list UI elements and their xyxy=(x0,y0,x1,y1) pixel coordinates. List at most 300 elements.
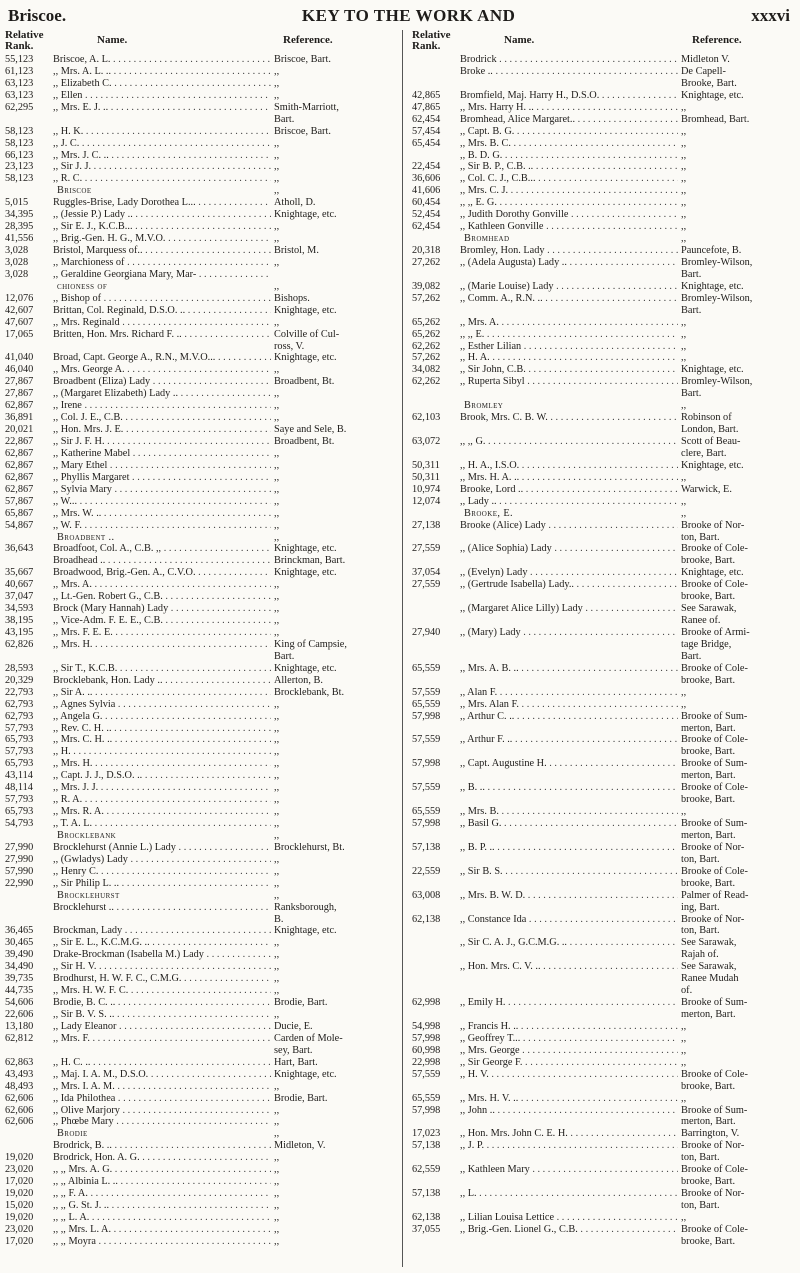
table-row xyxy=(412,293,795,305)
rank-cell: 27,990 xyxy=(5,841,34,853)
name-cell: ,, Kathleen Gonville . . xyxy=(460,221,678,233)
column-divider xyxy=(402,30,403,1267)
name-cell: ,, Phyllis Margaret . . xyxy=(53,472,271,484)
name-cell: ,, L. . . xyxy=(460,1188,678,1200)
rank-cell: 57,793 xyxy=(5,794,34,806)
reference-cell: brooke, Bart. xyxy=(681,1176,736,1188)
rank-cell xyxy=(412,150,460,162)
rank-cell: 34,395 xyxy=(5,209,34,221)
rank-cell: 65,559 xyxy=(412,806,441,818)
table-row xyxy=(412,806,795,818)
name-cell xyxy=(460,878,678,890)
reference-cell: Rajah of. xyxy=(681,949,719,961)
name-cell: ,, Mrs. A. B. .. . . xyxy=(460,663,678,675)
table-row xyxy=(412,961,795,973)
reference-cell: Brooke of Sum- xyxy=(681,758,748,770)
table-row xyxy=(5,496,390,508)
reference-cell xyxy=(271,269,390,281)
table-row xyxy=(5,711,390,723)
table-row xyxy=(412,400,795,412)
name-cell: ,, Comm. A., R.N. .. . . xyxy=(460,293,678,305)
name-cell: Brodhurst, H. W. F. C., C.M.G. . . xyxy=(53,973,271,985)
table-row xyxy=(412,675,795,687)
table-row xyxy=(412,723,795,735)
reference-cell: ,, xyxy=(274,889,280,901)
name-cell: ,, Judith Dorothy Gonville . . xyxy=(460,209,678,221)
reference-cell: brooke, Bart. xyxy=(681,555,736,567)
name-cell: ,, J. P. . . xyxy=(460,1140,678,1152)
reference-cell: of. xyxy=(681,985,693,997)
name-cell: ,, Maj. I. A. M., D.S.O. . . xyxy=(53,1069,271,1081)
table-row xyxy=(5,937,390,949)
name-cell: Broke .. . . xyxy=(460,66,678,78)
table-row xyxy=(412,866,795,878)
reference-cell: brooke, Bart. xyxy=(681,877,736,889)
table-row xyxy=(412,352,795,364)
name-cell xyxy=(460,448,678,460)
table-row xyxy=(412,1009,795,1021)
reference-cell: merton, Bart. xyxy=(681,722,736,734)
rank-cell: 22,606 xyxy=(5,1009,34,1020)
name-cell: ,, Elizabeth C. . . xyxy=(53,78,271,90)
name-cell: Brocklebank, Hon. Lady .. . . xyxy=(53,675,271,687)
left-entries xyxy=(5,54,390,1248)
table-row xyxy=(5,138,390,150)
reference-cell: ,, xyxy=(274,829,280,841)
reference-cell: Brooke of Nor- xyxy=(681,519,745,531)
reference-cell: Brooke of Cole- xyxy=(681,734,748,746)
name-cell: ,, H. V. . . xyxy=(460,1069,678,1081)
rank-cell: 34,593 xyxy=(5,603,34,615)
table-row xyxy=(412,460,795,472)
table-row xyxy=(5,185,390,197)
name-cell xyxy=(460,985,678,997)
reference-cell: Knightage, etc. xyxy=(681,459,744,471)
table-row xyxy=(412,66,795,78)
name-cell: ,, Mrs. George A. . . xyxy=(53,364,271,376)
name-cell: ,, Col. C. J., C.B... . . xyxy=(460,173,678,185)
reference-cell: Brooke of Sum- xyxy=(681,997,748,1009)
reference-cell: Knightage, etc. xyxy=(274,567,337,579)
table-row xyxy=(5,400,390,412)
name-cell: ,, Sir J. F. H. . . xyxy=(53,436,271,448)
name-cell: ,, Sylvia Mary . . xyxy=(53,484,271,496)
rank-cell xyxy=(412,651,460,663)
table-row xyxy=(5,209,390,221)
rank-cell xyxy=(412,1200,460,1212)
reference-cell: ,, xyxy=(274,1164,280,1176)
rank-cell: 62,826 xyxy=(5,638,34,650)
table-row xyxy=(412,221,795,233)
rank-cell: 23,020 xyxy=(5,1164,34,1176)
rank-cell: 22,793 xyxy=(5,686,34,698)
table-row xyxy=(412,663,795,675)
reference-cell: See Sarawak, xyxy=(681,603,737,615)
name-cell xyxy=(460,675,678,687)
rank-cell: 57,998 xyxy=(412,818,441,829)
table-row xyxy=(412,197,795,209)
table-row xyxy=(412,532,795,544)
rank-cell: 65,559 xyxy=(412,1092,441,1104)
table-row xyxy=(5,1212,390,1224)
table-row xyxy=(412,627,795,639)
table-row xyxy=(412,436,795,448)
reference-cell: Knightage, etc. xyxy=(274,543,337,555)
name-cell: Brockman, Lady . . xyxy=(53,925,271,937)
rank-cell xyxy=(412,794,460,806)
name-cell: ,, Vice-Adm. F. E. E., C.B. . . xyxy=(53,615,271,627)
name-cell: ,, ,, G. St. J. .. . . xyxy=(53,1200,271,1212)
name-cell: ,, Henry C. . . xyxy=(53,866,271,878)
reference-cell: ton, Bart. xyxy=(681,925,720,937)
name-cell xyxy=(460,854,678,866)
name-cell: Brodrick, B. .. . . xyxy=(53,1140,271,1152)
reference-cell: Allerton, B. xyxy=(274,674,323,686)
rank-heading: Relative Rank. xyxy=(5,29,44,52)
reference-cell: Scott of Beau- xyxy=(681,436,741,447)
name-cell xyxy=(460,1116,678,1128)
reference-cell: merton, Bart. xyxy=(681,770,736,782)
name-cell: ,, Mrs. F. E. E. . . xyxy=(53,627,271,639)
name-cell: ,, Geoffrey T... . . xyxy=(460,1033,678,1045)
table-row xyxy=(5,579,390,591)
reference-cell: ,, xyxy=(274,770,280,782)
reference-cell: ,, xyxy=(274,818,280,829)
name-cell xyxy=(460,902,678,914)
rank-cell: 34,490 xyxy=(5,961,34,973)
name-cell: Brocklehurst xyxy=(57,889,120,901)
name-cell: ,, Mrs. E. J. .. . . xyxy=(53,102,271,114)
table-row xyxy=(5,627,390,639)
name-cell: ,, (Marie Louise) Lady . . xyxy=(460,281,678,293)
rank-cell: 22,867 xyxy=(5,436,34,447)
reference-cell: Ranee of. xyxy=(681,615,721,627)
table-row xyxy=(5,532,390,544)
table-row xyxy=(5,567,390,579)
name-cell: ,, Sir B. V. S. .. . . xyxy=(53,1009,271,1021)
name-cell: ,, W. F. . . xyxy=(53,520,271,532)
reference-cell: Hart, Bart. xyxy=(274,1056,318,1068)
reference-cell: ,, xyxy=(274,531,280,543)
table-row xyxy=(5,675,390,687)
name-cell: ,, Irene . . xyxy=(53,400,271,412)
rank-cell: 3,028 xyxy=(5,256,29,268)
rank-cell xyxy=(5,1045,53,1057)
name-cell: ,, John .. . . xyxy=(460,1105,678,1117)
rank-cell: 62,138 xyxy=(412,1211,441,1223)
table-row xyxy=(5,520,390,532)
table-row xyxy=(5,615,390,627)
reference-cell: Knightage, etc. xyxy=(274,304,337,316)
name-cell xyxy=(460,591,678,603)
table-row xyxy=(412,925,795,937)
reference-cell: Bart. xyxy=(274,113,295,125)
rank-cell: 63,123 xyxy=(5,77,34,89)
name-cell: ,, Lt.-Gen. Robert G., C.B. . . xyxy=(53,591,271,603)
table-row xyxy=(5,245,390,257)
reference-cell: Brodie, Bart. xyxy=(274,997,328,1009)
reference-cell: ,, xyxy=(274,400,280,412)
reference-heading: Reference. xyxy=(692,34,742,46)
rank-cell: 65,262 xyxy=(412,316,441,328)
table-row xyxy=(412,687,795,699)
name-cell: ,, Sir Philip L. .. . . xyxy=(53,878,271,890)
reference-cell: ton, Bart. xyxy=(681,1200,720,1211)
reference-cell: Broadbent, Bt. xyxy=(274,436,335,447)
name-cell: ,, Mrs. W. .. . . xyxy=(53,508,271,520)
name-cell: ,, Mrs. B. W. D. . . xyxy=(460,890,678,902)
table-row xyxy=(412,484,795,496)
rank-cell xyxy=(5,185,53,197)
name-cell: Broadhead .. . . xyxy=(53,555,271,567)
reference-cell: brooke, Bart. xyxy=(681,746,736,758)
rank-cell xyxy=(412,388,460,400)
reference-cell: ,, xyxy=(274,459,280,471)
name-cell: ,, Olive Marjory . . xyxy=(53,1105,271,1117)
table-row xyxy=(412,591,795,603)
name-cell: ,, H. K. . . xyxy=(53,126,271,138)
table-row xyxy=(412,448,795,460)
name-cell: ,, Hon. Mrs. J. E. . . xyxy=(53,424,271,436)
table-row xyxy=(412,1116,795,1128)
name-cell: ,, ,, E. G. . . xyxy=(460,197,678,209)
table-row xyxy=(5,1200,390,1212)
name-cell: ,, Basil G. . . xyxy=(460,818,678,830)
reference-cell: ,, xyxy=(274,221,280,233)
name-cell xyxy=(460,794,678,806)
name-cell: Bromhead xyxy=(464,233,510,245)
name-cell: ,, Geraldine Georgiana Mary, Mar- . . xyxy=(53,269,271,281)
rank-cell: 27,990 xyxy=(5,853,34,865)
name-cell: ,, Alan F. . . xyxy=(460,687,678,699)
reference-cell: ,, xyxy=(274,1176,280,1188)
table-row xyxy=(412,305,795,317)
name-cell: ,, (Gertrude Isabella) Lady.. . . xyxy=(460,579,678,591)
name-cell: ,, (Evelyn) Lady . . xyxy=(460,567,678,579)
rank-cell: 58,123 xyxy=(5,125,34,137)
name-cell: ,, (Margaret Alice Lilly) Lady . . xyxy=(460,603,678,615)
rank-cell xyxy=(412,269,460,281)
rank-cell: 38,195 xyxy=(5,615,34,627)
rank-cell: 63,072 xyxy=(412,436,441,447)
name-cell xyxy=(53,651,271,663)
rank-cell: 57,559 xyxy=(412,734,441,746)
reference-cell: ,, xyxy=(681,1092,687,1104)
rank-cell: 65,262 xyxy=(412,328,441,340)
table-row xyxy=(5,914,390,926)
table-row xyxy=(5,1033,390,1045)
name-cell: ,, Mrs. H. . . xyxy=(53,758,271,770)
reference-cell: King of Campsie, xyxy=(274,638,347,650)
table-row xyxy=(412,699,795,711)
reference-cell: Knightage, etc. xyxy=(274,925,337,937)
name-cell: ,, ,, Moyra . . xyxy=(53,1236,271,1248)
rank-cell xyxy=(412,830,460,842)
rank-cell: 57,559 xyxy=(412,686,441,698)
reference-cell: Knightage, etc. xyxy=(274,209,337,221)
name-cell: ,, Lady .. . . xyxy=(460,496,678,508)
table-row xyxy=(5,448,390,460)
name-cell: ,, Mrs. H. V. .. . . xyxy=(460,1093,678,1105)
table-row xyxy=(412,1152,795,1164)
name-cell xyxy=(460,1200,678,1212)
name-cell xyxy=(460,651,678,663)
name-cell: ,, Capt. Augustine H. . . xyxy=(460,758,678,770)
name-cell xyxy=(460,746,678,758)
reference-cell: ,, xyxy=(274,627,280,638)
reference-cell: ,, xyxy=(274,579,280,591)
table-row xyxy=(412,555,795,567)
name-heading: Name. xyxy=(504,34,535,46)
rank-cell: 62,867 xyxy=(5,471,34,483)
name-cell: ,, Esther Lilian . . xyxy=(460,341,678,353)
rank-cell: 57,262 xyxy=(412,352,441,364)
reference-cell: ,, xyxy=(274,185,280,197)
rank-cell: 42,607 xyxy=(5,304,34,316)
name-cell: ,, ,, Albinia L. .. . . xyxy=(53,1176,271,1188)
table-row xyxy=(412,78,795,90)
rank-cell: 27,940 xyxy=(412,627,441,638)
name-cell: ,, Mrs. A. . . xyxy=(53,579,271,591)
reference-cell: Smith-Marriott, xyxy=(274,101,339,113)
rank-cell: 57,867 xyxy=(5,495,34,507)
rank-cell xyxy=(5,914,53,926)
table-row xyxy=(5,484,390,496)
rank-cell: 50,311 xyxy=(412,471,440,483)
table-row xyxy=(412,329,795,341)
table-row xyxy=(5,818,390,830)
reference-cell: ,, xyxy=(274,233,280,245)
reference-cell: ,, xyxy=(274,447,280,459)
reference-cell: B. xyxy=(274,913,284,925)
table-row xyxy=(412,1045,795,1057)
rank-cell xyxy=(5,555,53,567)
rank-cell xyxy=(412,675,460,687)
reference-cell: ,, xyxy=(274,137,280,149)
reference-cell: ,, xyxy=(274,615,280,627)
rank-cell: 36,465 xyxy=(5,925,34,937)
table-row xyxy=(5,54,390,66)
table-row xyxy=(5,782,390,794)
rank-cell: 52,454 xyxy=(412,209,441,221)
reference-cell: Brooke of Nor- xyxy=(681,913,745,925)
name-cell: ,, Sir J. J. . . xyxy=(53,161,271,173)
name-cell xyxy=(460,615,678,627)
table-row xyxy=(412,341,795,353)
rank-cell: 62,454 xyxy=(412,113,441,125)
name-cell: ,, Kathleen Mary . . xyxy=(460,1164,678,1176)
table-row xyxy=(412,90,795,102)
reference-cell: ,, xyxy=(681,352,687,364)
rank-cell xyxy=(412,902,460,914)
name-cell: ,, Sir B. S. . . xyxy=(460,866,678,878)
table-row xyxy=(412,973,795,985)
name-cell: Brock (Mary Hannah) Lady . . xyxy=(53,603,271,615)
name-cell: ,, H. C. .. . . xyxy=(53,1057,271,1069)
name-cell: ,, Mary Ethel . . xyxy=(53,460,271,472)
reference-cell: Colville of Cul- xyxy=(274,328,340,340)
reference-cell: Carden of Mole- xyxy=(274,1032,343,1044)
left-column xyxy=(5,30,390,1248)
name-cell: ,, Sir H. V. . . xyxy=(53,961,271,973)
rank-cell xyxy=(5,651,53,663)
rank-cell: 46,040 xyxy=(5,364,34,376)
name-cell xyxy=(460,1152,678,1164)
name-cell: ,, Sir A. .. . . xyxy=(53,687,271,699)
name-cell: ,, Mrs. Alan F. . . xyxy=(460,699,678,711)
reference-cell: ,, xyxy=(274,591,280,603)
reference-cell: Brodie, Bart. xyxy=(274,1092,328,1104)
name-cell: Brocklebank xyxy=(57,829,117,841)
reference-cell: Brocklebank, Bt. xyxy=(274,686,345,698)
name-cell: Bromhead, Alice Margaret.. . . xyxy=(460,114,678,126)
table-row xyxy=(412,1236,795,1248)
table-row xyxy=(412,890,795,902)
reference-cell: Bromley-Wilson, xyxy=(681,256,753,268)
reference-cell: Knightage, etc. xyxy=(681,280,744,292)
rank-cell: 62,867 xyxy=(5,447,34,459)
reference-cell: Brooke of Nor- xyxy=(681,1188,745,1200)
name-cell: Brook, Mrs. C. B. W. . . xyxy=(460,412,678,424)
reference-cell: Bart. xyxy=(681,650,702,662)
name-heading: Name. xyxy=(97,34,128,46)
rank-cell: 50,311 xyxy=(412,459,440,471)
rank-cell: 62,262 xyxy=(412,376,441,388)
rank-cell: 57,998 xyxy=(412,758,441,770)
reference-cell: ,, xyxy=(274,710,280,722)
table-row xyxy=(412,639,795,651)
reference-cell: ,, xyxy=(274,949,280,961)
reference-cell: ,, xyxy=(274,877,280,889)
rank-cell xyxy=(412,878,460,890)
table-row xyxy=(412,902,795,914)
name-cell: ,, Mrs. I. A. M. . . xyxy=(53,1081,271,1093)
reference-cell: Robinson of xyxy=(681,412,732,424)
rank-cell: 35,667 xyxy=(5,567,34,579)
reference-cell: Atholl, D. xyxy=(274,197,316,209)
reference-cell: Brinckman, Bart. xyxy=(274,555,346,567)
rank-cell: 37,055 xyxy=(412,1223,441,1235)
name-cell: ,, Mrs. H. . . xyxy=(53,639,271,651)
table-row xyxy=(5,78,390,90)
reference-cell: ,, xyxy=(274,698,280,710)
reference-cell: Brocklehurst, Bt. xyxy=(274,841,345,853)
name-cell xyxy=(460,770,678,782)
rank-cell xyxy=(5,1128,53,1140)
rank-cell xyxy=(412,400,460,412)
rank-cell: 17,020 xyxy=(5,1235,34,1247)
rank-cell xyxy=(412,424,460,436)
rank-cell: 37,054 xyxy=(412,567,441,579)
rank-cell: 57,262 xyxy=(412,292,441,304)
rank-cell: 27,559 xyxy=(412,579,441,591)
table-row xyxy=(5,651,390,663)
rank-cell xyxy=(5,830,53,842)
table-row xyxy=(412,102,795,114)
table-row xyxy=(412,842,795,854)
name-cell: ,, Mrs. R. A. . . xyxy=(53,806,271,818)
table-row xyxy=(5,1152,390,1164)
rank-cell: 36,891 xyxy=(5,412,34,424)
reference-cell: ,, xyxy=(274,1080,280,1092)
rank-cell xyxy=(412,925,460,937)
rank-cell: 66,123 xyxy=(5,149,34,161)
reference-cell: Knightage, etc. xyxy=(274,662,337,674)
name-cell: ,, Ida Philothea . . xyxy=(53,1093,271,1105)
reference-cell: ,, xyxy=(681,806,687,818)
reference-cell: brooke, Bart. xyxy=(681,794,736,806)
reference-cell: ton, Bart. xyxy=(681,531,720,543)
